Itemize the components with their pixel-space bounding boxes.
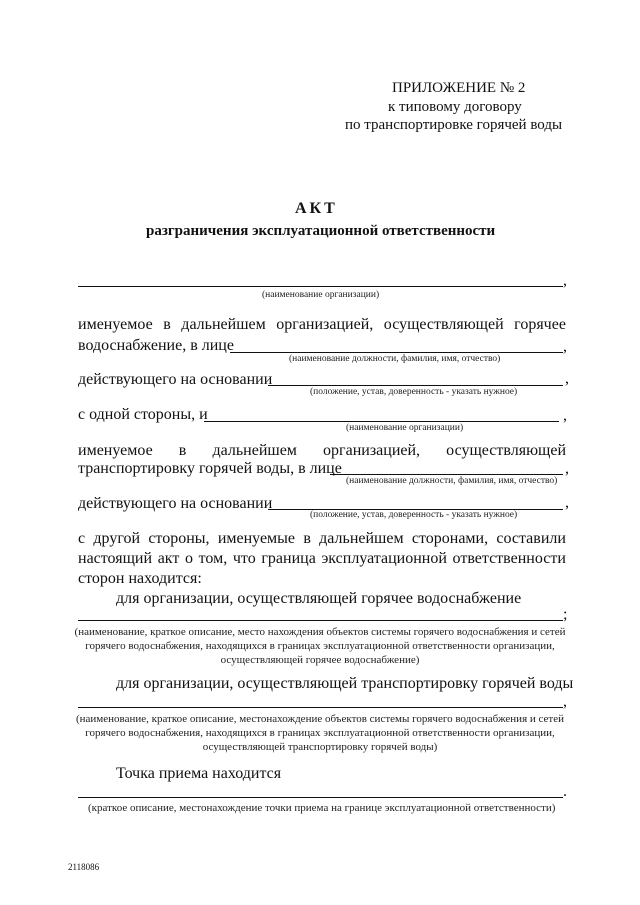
appendix-contract-ref: к типовому договору xyxy=(388,99,522,115)
p2-word: организацией, xyxy=(323,442,421,459)
basis-caption-2: (положение, устав, доверенность - указать нужное) xyxy=(310,510,518,520)
position-name-caption-1: (наименование должности, фамилия, имя, отчество) xyxy=(289,354,501,364)
org-name-comma-2: , xyxy=(563,407,567,424)
p3-word: акт xyxy=(157,550,180,567)
paragraph-3-line-2 xyxy=(78,550,566,568)
representative-comma-1: , xyxy=(563,338,567,355)
p3-word: дальнейшем xyxy=(319,530,404,547)
p3-word: сторонами, xyxy=(411,530,489,547)
basis-caption-1: (положение, устав, доверенность - указать нужное) xyxy=(310,387,518,397)
reception-point-caption: (краткое описание, местонахождение точки приема на границе эксплуатационной ответственности) xyxy=(88,802,556,814)
paragraph-2-line-2: транспортировку горячей воды, в лице xyxy=(78,460,342,477)
transport-org-heading: для организации, осуществляющей транспортировку горячей воды xyxy=(116,675,574,692)
acting-basis-label-1: действующего на основании xyxy=(78,371,273,388)
paragraph-2-line-1 xyxy=(78,442,566,460)
hws-objects-caption: (наименование, краткое описание, место нахождения объектов системы горячего водоснабжения и сетей горячего водоснабжения, находящихся в границах эксплуатационной ответственности организации, осуществляющей горячее водоснабжение) xyxy=(74,626,566,666)
p1-word: организацией, xyxy=(276,316,374,333)
basis-comma-2: , xyxy=(565,494,569,511)
p1-word: именуемое xyxy=(78,316,153,333)
reception-point-period: . xyxy=(563,783,567,800)
hws-objects-line[interactable] xyxy=(78,620,563,621)
p1-word: горячее xyxy=(514,316,566,333)
reception-point-line[interactable] xyxy=(78,797,563,798)
appendix-number: ПРИЛОЖЕНИЕ № 2 xyxy=(392,80,526,96)
basis-line-1[interactable] xyxy=(268,385,563,386)
org-name-caption-2: (наименование организации) xyxy=(346,423,464,433)
p3-word: о xyxy=(184,550,193,567)
p3-word: что xyxy=(232,550,256,567)
p3-word: эксплуатационной xyxy=(321,550,447,567)
paragraph-1-line-2: водоснабжение, в лице xyxy=(78,337,234,354)
org-name-caption: (наименование организации) xyxy=(262,290,380,300)
hws-org-heading: для организации, осуществляющей горячее водоснабжение xyxy=(116,590,522,607)
p1-word: дальнейшем xyxy=(181,316,266,333)
org-name-comma: , xyxy=(563,272,567,289)
p1-word: осуществляющей xyxy=(383,316,504,333)
acting-basis-label-2: действующего на основании xyxy=(78,495,273,512)
org-name-line-2[interactable] xyxy=(204,421,559,422)
p2-word: именуемое xyxy=(78,442,153,459)
representative-comma-2: , xyxy=(565,460,569,477)
p3-word: составили xyxy=(496,530,566,547)
p3-word: в xyxy=(303,530,311,547)
transport-objects-line[interactable] xyxy=(78,707,563,708)
p3-word: том, xyxy=(198,550,228,567)
p3-word: стороны, xyxy=(148,530,210,547)
paragraph-3-line-1 xyxy=(78,530,566,548)
p3-word: настоящий xyxy=(78,550,153,567)
p1-word: в xyxy=(163,316,171,333)
p3-word: граница xyxy=(261,550,316,567)
transport-objects-caption: (наименование, краткое описание, местонахождение объектов системы горячего водоснабжения и сетей горячего водоснабжения, находящихся в границах эксплуатационной ответственности организации, осуществляющей транспортировку горячей воды) xyxy=(75,713,564,753)
paragraph-1-line-1 xyxy=(78,316,566,334)
p3-word: другой xyxy=(93,530,141,547)
basis-comma-1: , xyxy=(565,370,569,387)
document-subtitle: разграничения эксплуатационной ответственности xyxy=(146,223,496,239)
p2-word: осуществляющей xyxy=(446,442,566,459)
p2-word: дальнейшем xyxy=(212,442,297,459)
transport-objects-comma: , xyxy=(563,693,567,710)
position-name-caption-2: (наименование должности, фамилия, имя, отчество) xyxy=(346,476,558,486)
document-code: 2118086 xyxy=(68,862,100,872)
one-side-label: с одной стороны, и xyxy=(78,406,208,423)
hws-objects-semicolon: ; xyxy=(563,606,568,623)
org-name-line[interactable] xyxy=(78,286,563,287)
p2-word: в xyxy=(178,442,187,459)
p3-word: с xyxy=(78,530,86,547)
paragraph-3-line-3: сторон находится: xyxy=(78,570,202,587)
representative-name-line-1[interactable] xyxy=(230,352,563,353)
reception-point-label: Точка приема находится xyxy=(116,765,282,782)
p3-word: ответственности xyxy=(452,550,566,567)
document-title: АКТ xyxy=(295,200,338,217)
representative-name-line-2[interactable] xyxy=(330,474,563,475)
appendix-contract-subject: по транспортировке горячей воды xyxy=(345,117,563,133)
p3-word: именуемые xyxy=(217,530,296,547)
